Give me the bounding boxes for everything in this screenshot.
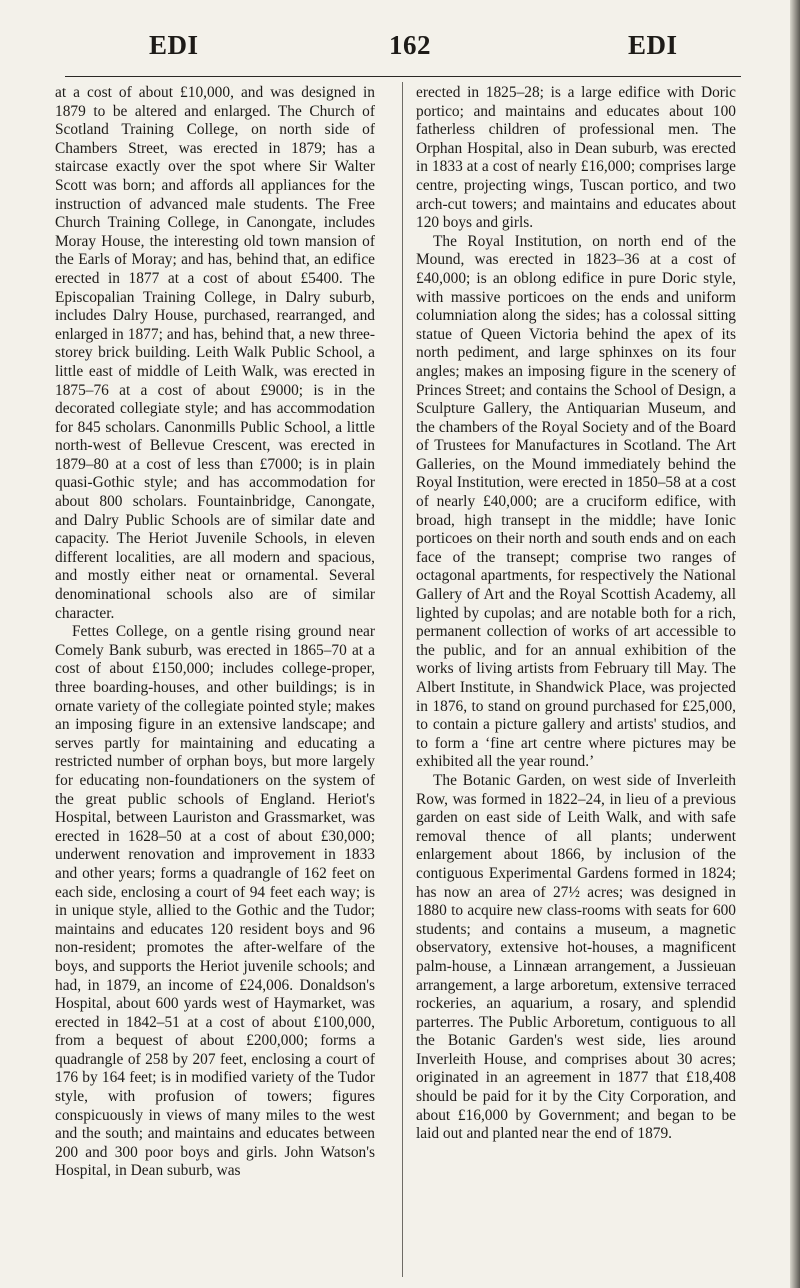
header-right-keyword: EDI xyxy=(628,30,678,60)
paragraph: The Botanic Garden, on west side of Inverleith Row, was formed in 1822–24, in lieu of a previous garden on east side of Leith Walk, and with safe removal thence of all plants; underwent enlargement about 1866, by inclusion of the contiguous Experimental Gardens formed in 1824; has now an area of 27½ acres; was designed in 1880 to acquire new class-rooms with seats for 600 students; and contains a museum, a magnetic observatory, extensive hot-houses, a magnificent palm-house, a Linnæan arrangement, a Jussieuan arrangement, a large arboretum, extensive terraced rockeries, an aquarium, a rosary, and splendid parterres. The Public Arboretum, contiguous to all the Botanic Garden's west side, lies around Inverleith House, and comprises about 30 acres; originated in an agreement in 1877 that £18,408 should be paid for it by the City Corporation, and about £16,000 by Government; and began to be laid out and planted near the end of 1879. xyxy=(416,771,736,1143)
right-column xyxy=(416,84,736,1144)
header-left-keyword: EDI xyxy=(149,30,199,60)
page-edge-shadow xyxy=(790,0,800,1288)
left-column xyxy=(55,84,375,1181)
paragraph: erected in 1825–28; is a large edifice with Doric portico; and maintains and educates about 100 fatherless children of professional men. The Orphan Hospital, also in Dean suburb, was erected in 1833 at a cost of nearly £16,000; comprises large centre, projecting wings, Tuscan portico, and two arch-cut towers; and maintains and educates about 120 boys and girls. xyxy=(416,84,736,232)
paragraph: at a cost of about £10,000, and was designed in 1879 to be altered and enlarged. The Church of Scotland Training College, on north side of Chambers Street, was erected in 1879; has a staircase exactly over the spot where Sir Walter Scott was born; and affords all appliances for the instruction of advanced male students. The Free Church Training College, in Canongate, includes Moray House, the interesting old town mansion of the Earls of Moray; and has, behind that, an edifice erected in 1877 at a cost of about £5400. The Episcopalian Training College, in Dalry suburb, includes Dalry House, purchased, rearranged, and enlarged in 1877; and has, behind that, a new three-storey brick building. Leith Walk Public School, a little east of middle of Leith Walk, was erected in 1875–76 at a cost of about £9000; is in the decorated collegiate style; and has accommodation for 845 scholars. Canonmills Public School, a little north-west of Bellevue Crescent, was erected in 1879–80 at a cost of less than £7000; is in plain quasi-Gothic style; and has accommodation for about 800 scholars. Fountainbridge, Canongate, and Dalry Public Schools are of similar date and capacity. The Heriot Juvenile Schools, in eleven different localities, are all modern and spacious, and mostly either neat or ornamental. Several denominational schools also are of similar character. xyxy=(55,84,375,622)
page-number: 162 xyxy=(389,30,431,60)
paragraph: Fettes College, on a gentle rising ground near Comely Bank suburb, was erected in 1865–70 at a cost of about £150,000; includes college-proper, three boarding-houses, and other buildings; is in ornate variety of the collegiate pointed style; makes an imposing figure in an extensive landscape; and serves partly for maintaining and educating a restricted number of orphan boys, but more largely for educating non-foundationers on the system of the great public schools of England. Heriot's Hospital, between Lauriston and Grassmarket, was erected in 1628–50 at a cost of about £30,000; underwent renovation and improvement in 1833 and other years; forms a quadrangle of 162 feet on each side, enclosing a court of 94 feet each way; is in unique style, allied to the Gothic and the Tudor; maintains and educates 120 resident boys and 96 non-resident; promotes the after-welfare of the boys, and supports the Heriot juvenile schools; and had, in 1879, an income of £24,006. Donaldson's Hospital, about 600 yards west of Haymarket, was erected in 1842–51 at a cost of about £100,000, from a bequest of about £200,000; forms a quadrangle of 258 by 207 feet, enclosing a court of 176 by 164 feet; is in modified variety of the Tudor style, with profusion of towers; figures conspicuously in views of many miles to the west and the south; and maintains and educates between 200 and 300 poor boys and girls. John Watson's Hospital, in Dean suburb, was xyxy=(55,623,375,1180)
header-rule xyxy=(65,76,741,77)
page-header xyxy=(36,30,746,70)
paragraph: The Royal Institution, on north end of the Mound, was erected in 1823–36 at a cost of £40,000; is an oblong edifice in pure Doric style, with massive porticoes on the ends and uniform columniation along the sides; has a colossal sitting statue of Queen Victoria behind the apex of its north pediment, and large sphinxes on its four angles; makes an imposing figure in the scenery of Princes Street; and contains the School of Design, a Sculpture Gallery, the Antiquarian Museum, and the chambers of the Royal Society and of the Board of Trustees for Manufactures in Scotland. The Art Galleries, on the Mound immediately behind the Royal Institution, were erected in 1850–58 at a cost of nearly £40,000; are a cruciform edifice, with broad, high transept in the middle; have Ionic porticoes on their north and south ends and on each face of the transept; comprise two ranges of octagonal apartments, for respectively the National Gallery of Art and the Royal Scottish Academy, all lighted by cupolas; and are notable both for a rich, permanent collection of works of art accessible to the public, and for an annual exhibition of the works of living artists from February till May. The Albert Institute, in Shandwick Place, was projected in 1876, to stand on ground purchased for £25,000, to contain a picture gallery and artists' studios, and to form a ‘fine art centre where pictures may be exhibited all the year round.’ xyxy=(416,232,736,771)
column-divider xyxy=(402,82,403,1277)
